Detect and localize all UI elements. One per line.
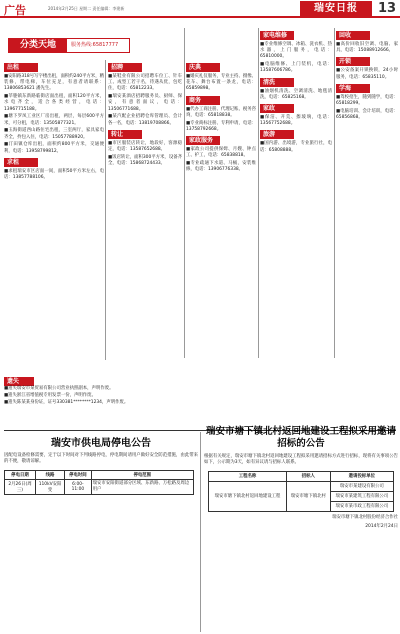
outage-table (4, 470, 194, 495)
tender-table (208, 471, 394, 512)
classified-ad: ■市区服装店转让，地段好，客源稳定，电话：13587652688。 (108, 140, 182, 153)
tender-body: 根据有关规定，瑞安市塘下镇北村返回地建设工程拟采用邀请招标方式进行招标，现将有关事项公告如下，公示期为3天，如有异议请与招标人联系。 (204, 454, 398, 466)
classified-ad: ■国内游、出境游，专业旅行社，电话：65808888。 (260, 141, 332, 153)
tender-title: 瑞安市塘下镇北村返回地建设工程拟采用邀请招标的公告 (205, 426, 396, 449)
bidder: 瑞安市某市政工程有限公司 (330, 501, 393, 511)
table-header: 招标人 (287, 471, 331, 481)
category-label: 旅游 (260, 130, 294, 139)
table-header: 停电范围 (91, 470, 193, 479)
notice-divider (200, 432, 201, 632)
lost-item: ■遗失瑞安市某贸易有限公司营业执照副本，声明作废。 (4, 386, 114, 391)
lost-category: 遗失 (4, 377, 34, 386)
outage-time: 6:00-11:00 (65, 479, 91, 494)
category-label: 家政服务 (186, 136, 220, 145)
table-row (209, 481, 394, 491)
masthead-logo: 瑞安日报 (300, 1, 372, 16)
outage-area: 瑞安市安阳街道部分区域、东新路、万松路及周边用户 (91, 479, 193, 494)
table-header: 线路 (35, 470, 64, 479)
classified-ad: ■公安备案开锁换锁，24小时服务，电话：65835110。 (336, 68, 398, 80)
classified-ad: ■莘塍镇东新路临街店面出租，面积120平方米，水电齐全，适合各类经营，电话：13967715188。 (4, 94, 104, 112)
table-header: 停电日期 (5, 470, 36, 479)
classified-ad: ■瑞安某酒店招聘服务员、厨师、保安，有意者面议，电话：13506771688。 (108, 94, 182, 112)
classified-ad: ■玉海街道西山路住宅出租，三室两厅，家具家电齐全，拎包入住，电话：15057788920。 (4, 128, 104, 140)
classified-ad: ■婚庆礼仪服务，专业主持、摄像、花车、舞台布置一条龙，电话：65859898。 (186, 74, 256, 92)
classified-ad: ■电脑维修、上门装机，电话：13587606786。 (260, 62, 332, 74)
category-label: 家政 (260, 104, 294, 113)
banner-title: 分类天地 (9, 39, 67, 52)
category-label: 招聘 (108, 63, 142, 72)
classified-ad: ■高价回收旧空调、电脑、家具，电话：15088912666。 (336, 42, 398, 54)
classified-ad: ■求租瑞安市区店面一间，面积50平方米左右，电话：13857788106。 (4, 168, 104, 181)
category-label: 回收 (336, 31, 370, 40)
classified-ad: ■油烟机清洗、空调清洗、地毯清洗，电话：65825168。 (260, 88, 332, 100)
ad-column-2 (108, 60, 182, 300)
classified-ad: ■专业维修空调、冰箱、洗衣机、热水器，上门服务，电话：65810000。 (260, 42, 332, 60)
classified-ad: ■保洁、开荒、擦玻璃，电话：13567752688。 (260, 115, 332, 127)
ad-column-5 (336, 28, 398, 300)
ad-column-1 (4, 60, 104, 300)
project-name: 瑞安市塘下镇北村返回地建设工程 (209, 481, 287, 511)
classified-ad: ■电脑培训、会计培训，电话：65856868。 (336, 108, 398, 121)
classified-ad: ■专业疏通下水道、马桶，安装维修，电话：13906776338。 (186, 161, 256, 173)
tender-notice (204, 424, 398, 634)
column-divider (105, 60, 106, 360)
bidder: 瑞安市某建筑工程有限公司 (330, 491, 393, 501)
classified-ad: ■塘下罗凤工业区厂房出租，两层，每层600平方米，可分租，电话：13505877321。 (4, 114, 104, 126)
ad-column-3 (186, 60, 256, 300)
column-divider (334, 28, 335, 358)
category-label: 出租 (4, 63, 38, 72)
notice-body: 因配电设备检修需要，定于以下时间对下列线路停电，停电期间请用户做好安全防范措施，由此带来的不便，敬请谅解。 (4, 453, 198, 465)
column-divider (184, 28, 185, 358)
outage-line: 110kV安阳变 (35, 479, 64, 494)
category-label: 清洗 (260, 78, 294, 87)
bidder: 瑞安市某建设有限公司 (330, 481, 393, 491)
category-label: 商务 (186, 96, 220, 105)
classified-ad: ■专业商标注册、专利申请，电话：13758792668。 (186, 120, 256, 132)
category-label: 开锁 (336, 57, 370, 66)
table-header: 邀请投标单位 (330, 471, 393, 481)
tender-date: 2014年2月24日 (365, 524, 398, 530)
category-label: 家电维修 (260, 31, 294, 40)
category-label: 转让 (108, 130, 142, 139)
notice-title: 瑞安市供电局停电公告 (51, 438, 151, 449)
page-number: 13 (378, 1, 397, 16)
page-header (0, 0, 400, 18)
outage-date: 2月26日(周三) (5, 479, 36, 494)
table-row (5, 479, 194, 494)
lost-item: ■遗失浙江省增值税专用发票一份，声明作废。 (4, 393, 96, 398)
category-label: 求租 (4, 158, 38, 167)
classified-banner (8, 38, 130, 53)
banner-hotline: 服务热线:65817777 (71, 42, 119, 48)
classified-ad: ■汀田镇仓库出租，面积约800平方米，交通便利，电话：13958799812。 (4, 142, 104, 154)
power-outage-notice (4, 432, 198, 634)
issue-meta: 2014年2月25日 星期二 责任编辑：李建新 (48, 6, 125, 11)
classified-ad: ■驾校招生，随到随学，电话：65818299。 (336, 94, 398, 107)
table-header: 停电时间 (65, 470, 91, 479)
section-label: 广告 (4, 4, 26, 17)
column-divider (258, 28, 259, 358)
table-header: 工程名称 (209, 471, 287, 481)
classified-ad: ■某鞋业有限公司招聘车位工、针车工、成型工若干名，待遇从优，包吃住，电话：65812233。 (108, 74, 182, 92)
ad-column-4 (260, 28, 332, 300)
classified-ad: ■代办工商注册、代理记账、税务咨询，电话：65818838。 (186, 106, 256, 118)
classified-ad: ■饭店转让，面积300平方米，设备齐全，电话：15868724433。 (108, 154, 182, 167)
classified-ad: ■家政公司提供保姆、月嫂、钟点工、护工，电话：65838818。 (186, 147, 256, 159)
classified-ad: ■某汽配企业招聘仓库管理员、会计各一名，电话：13819708866。 (108, 114, 182, 126)
tender-owner: 瑞安市塘下镇北村 (287, 481, 331, 511)
classified-ad: ■安阳路318号写字楼出租，面积约240平方米，精装修，带电梯，车位充足，有意者请联系：13806853621 潘先生。 (4, 74, 104, 92)
category-label: 庆典 (186, 63, 220, 72)
tender-signer: 瑞安市塘下镇北村股份经济合作社 (332, 514, 398, 520)
category-label: 学海 (336, 84, 370, 93)
lost-item: ■遗失陈某某身份证，证号330381********1234，声明作废。 (4, 400, 129, 405)
